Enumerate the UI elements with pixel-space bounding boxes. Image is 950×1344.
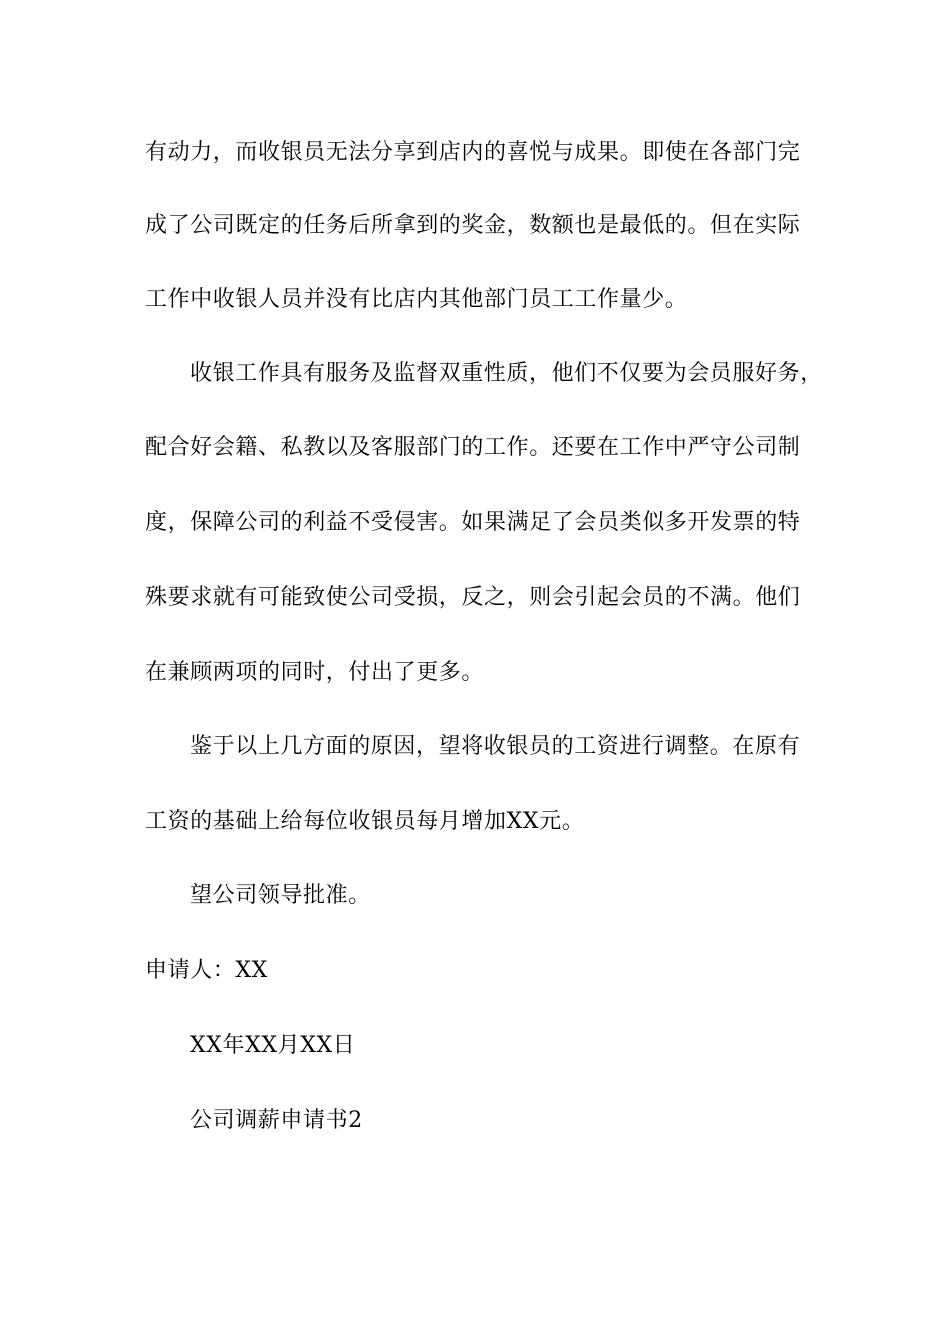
date: XX年XX月XX日: [190, 1033, 356, 1058]
paragraph-line: 收银工作具有服务及监督双重性质，他们不仅要为会员服好务，: [190, 361, 823, 386]
applicant: 申请人：XX: [145, 958, 268, 983]
paragraph-line: 工资的基础上给每位收银员每月增加XX元。: [145, 809, 585, 834]
approval-request: 望公司领导批准。: [190, 883, 371, 908]
paragraph-line: 工作中收银人员并没有比店内其他部门员工工作量少。: [145, 287, 688, 312]
paragraph-line: 度，保障公司的利益不受侵害。如果满足了会员类似多开发票的特: [145, 510, 801, 535]
paragraph-line: 配合好会籍、私教以及客服部门的工作。还要在工作中严守公司制: [145, 435, 801, 460]
paragraph-line: 在兼顾两项的同时，付出了更多。: [145, 660, 485, 685]
section-title: 公司调薪申请书2: [190, 1108, 363, 1133]
paragraph-line: 殊要求就有可能致使公司受损，反之，则会引起会员的不满。他们: [145, 585, 801, 610]
paragraph-line: 有动力，而收银员无法分享到店内的喜悦与成果。即使在各部门完: [145, 140, 801, 165]
paragraph-line: 成了公司既定的任务后所拿到的奖金，数额也是最低的。但在实际: [145, 213, 801, 238]
paragraph-line: 鉴于以上几方面的原因，望将收银员的工资进行调整。在原有: [190, 734, 801, 759]
